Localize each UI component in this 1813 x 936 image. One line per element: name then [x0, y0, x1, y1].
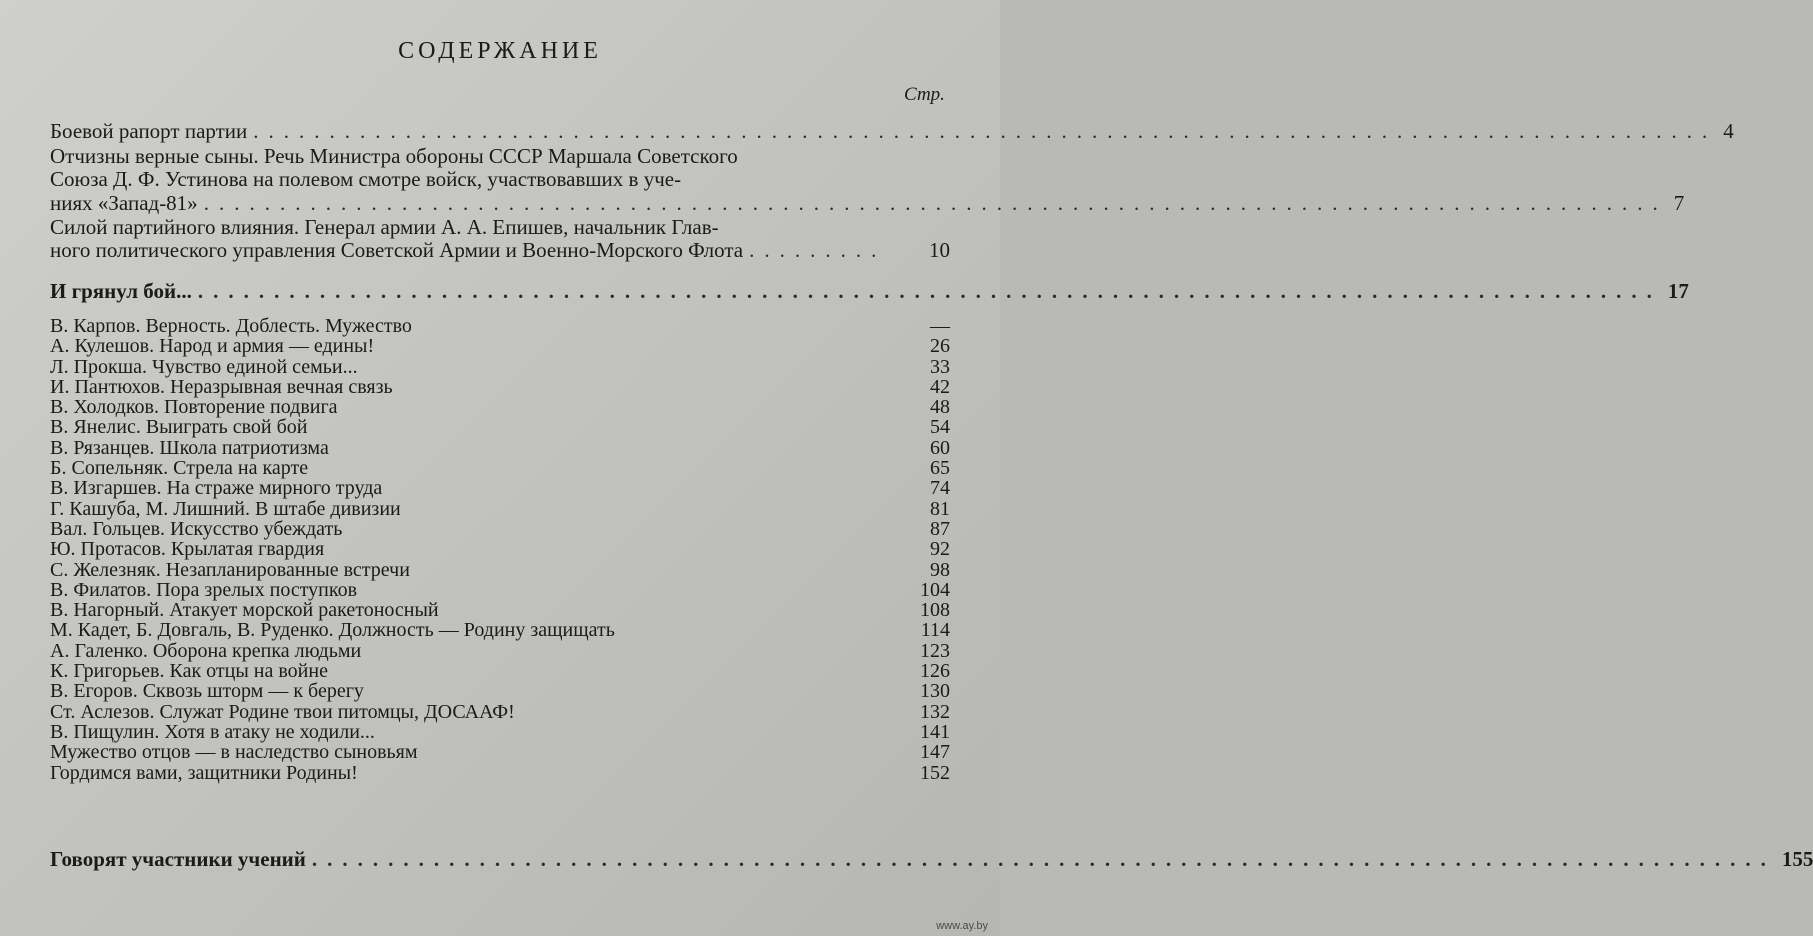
toc-page-number: 54 — [930, 416, 950, 439]
toc-section — [50, 279, 1689, 303]
leader-dots — [314, 458, 884, 478]
toc-page-number: 10 — [929, 238, 950, 263]
list-item — [50, 560, 950, 580]
toc-page-number: 65 — [930, 457, 950, 480]
toc-entry-text: Вал. Гольцев. Искусство убеждать — [50, 517, 343, 540]
toc-entry-text: В. Егоров. Сквозь шторм — к берегу — [50, 680, 364, 703]
leader-dots: ................................................................................................ — [253, 119, 1718, 143]
toc-page-number: 104 — [920, 578, 950, 601]
list-item — [50, 458, 950, 478]
list-item — [50, 438, 950, 458]
toc-page-number: 108 — [920, 599, 950, 622]
list-item — [50, 417, 950, 437]
toc-entry-text: В. Изгаршев. На страже мирного труда — [50, 477, 383, 500]
watermark: www.ay.by — [936, 920, 988, 932]
leader-dots — [330, 539, 884, 559]
leader-dots — [418, 316, 884, 336]
toc-entry-text: М. Кадет, Б. Довгаль, В. Руденко. Должность — Родину защищать — [50, 619, 615, 642]
leader-dots — [364, 763, 884, 783]
list-item — [50, 377, 950, 397]
toc-entry-text: В. Рязанцев. Школа патриотизма — [50, 436, 329, 459]
list-item — [50, 478, 950, 498]
toc-page-number: 152 — [920, 761, 950, 784]
leader-dots — [399, 377, 884, 397]
toc-entry — [50, 119, 1734, 143]
leader-dots: ................................................................................................ — [311, 847, 1776, 871]
list-item — [50, 722, 950, 742]
leader-dots — [370, 681, 884, 701]
toc-entry-text: Боевой рапорт партии — [50, 119, 248, 143]
toc-page-number: 130 — [920, 680, 950, 703]
leader-dots: ................................................................................................ — [197, 279, 1662, 303]
toc-entry-text: В. Карпов. Верность. Доблесть. Мужество — [50, 315, 412, 337]
leader-dots: ......... — [749, 238, 887, 263]
toc-entry-text: Силой партийного влияния. Генерал армии А. А. Епишев, начальник Глав- — [50, 215, 719, 239]
toc-page-number: 48 — [930, 396, 950, 419]
toc-page-number: 114 — [920, 619, 950, 642]
toc-entry-text: А. Галенко. Оборона крепка людьми — [50, 639, 362, 662]
toc-page-number: 26 — [930, 335, 950, 358]
leader-dots — [348, 519, 884, 539]
leader-dots — [424, 742, 884, 762]
toc-section-label: Говорят участники учений — [50, 847, 306, 871]
leader-dots — [388, 478, 884, 498]
toc-page-number: 74 — [930, 477, 950, 500]
toc-page-number: 81 — [930, 497, 950, 520]
toc-page-number: 17 — [1667, 279, 1689, 303]
toc-entry-text: Отчизны верные сыны. Речь Министра обороны СССР Маршала Советского — [50, 144, 738, 168]
toc-entry-text: В. Нагорный. Атакует морской ракетоносный — [50, 599, 439, 622]
leader-dots — [367, 641, 884, 661]
toc-entry-text: ниях «Запад-81» — [50, 190, 198, 215]
toc-page-number: 147 — [920, 741, 950, 764]
list-item — [50, 357, 950, 377]
toc-entry-text: В. Филатов. Пора зрелых поступков — [50, 578, 358, 601]
list-item — [50, 539, 950, 559]
leader-dots — [364, 357, 884, 377]
toc-entry-text: В. Пищулин. Хотя в атаку не ходили... — [50, 720, 375, 743]
leader-dots — [381, 722, 884, 742]
toc-entry-text: К. Григорьев. Как отцы на войне — [50, 660, 328, 683]
toc-page-number: 33 — [930, 355, 950, 378]
list-item — [50, 641, 950, 661]
list-item — [50, 316, 950, 336]
list-item — [50, 519, 950, 539]
leader-dots — [334, 661, 884, 681]
leader-dots — [621, 620, 884, 640]
toc-entry-text: Г. Кашуба, М. Лишний. В штабе дивизии — [50, 497, 401, 520]
toc-entry-text: С. Железняк. Незапланированные встречи — [50, 558, 410, 581]
toc-entry-text: Мужество отцов — в наследство сыновьям — [50, 741, 418, 764]
toc-page-number: 132 — [920, 700, 950, 723]
toc-section-label: И грянул бой... — [50, 279, 192, 303]
list-item — [50, 336, 950, 356]
toc-page-number: 123 — [920, 639, 950, 662]
toc-page-number: 42 — [930, 375, 950, 398]
leader-dots — [314, 417, 885, 437]
article-list — [50, 316, 950, 783]
list-item — [50, 580, 950, 600]
toc-page-number: 7 — [1673, 190, 1685, 215]
toc-page-number: 98 — [930, 558, 950, 581]
toc-entry-text: ного политического управления Советской Армии и Военно-Морского Флота — [50, 238, 744, 263]
leader-dots — [344, 397, 884, 417]
toc-page-number: — — [930, 315, 950, 337]
toc-page-number: 92 — [930, 538, 950, 561]
toc-page-number: 4 — [1723, 119, 1734, 143]
leader-dots — [445, 600, 884, 620]
toc-entry — [50, 144, 1685, 215]
toc-entry — [50, 216, 950, 263]
leader-dots: ................................................................................................ — [203, 190, 1668, 215]
toc-entry-text: В. Янелис. Выиграть свой бой — [50, 416, 308, 439]
list-item — [50, 600, 950, 620]
toc-page-number: 155 — [1781, 847, 1813, 871]
page-title: СОДЕРЖАНИЕ — [398, 38, 602, 64]
toc-page-number: 126 — [920, 660, 950, 683]
page-column-header: Стр. — [904, 84, 945, 105]
toc-entry-text: Б. Сопельняк. Стрела на карте — [50, 457, 309, 480]
list-item — [50, 681, 950, 701]
list-item — [50, 499, 950, 519]
list-item — [50, 397, 950, 417]
leader-dots — [335, 438, 884, 458]
leader-dots — [521, 702, 884, 722]
toc-entry-text: И. Пантюхов. Неразрывная вечная связь — [50, 375, 393, 398]
toc-page-number: 60 — [930, 436, 950, 459]
toc-page-number: 141 — [920, 720, 950, 743]
toc-section — [50, 847, 1813, 871]
toc-entry-text: А. Кулешов. Народ и армия — едины! — [50, 335, 375, 358]
toc-entry-text: В. Холодков. Повторение подвига — [50, 396, 338, 419]
toc-entry-text: Ст. Аслезов. Служат Родине твои питомцы, ДОСААФ! — [50, 700, 515, 723]
leader-dots — [407, 499, 884, 519]
toc-entry-text: Ю. Протасов. Крылатая гвардия — [50, 538, 325, 561]
toc-entry-text: Гордимся вами, защитники Родины! — [50, 761, 358, 784]
toc-entry-text: Л. Прокша. Чувство единой семьи... — [50, 355, 358, 378]
leader-dots — [416, 560, 884, 580]
leader-dots — [380, 336, 884, 356]
list-item — [50, 763, 950, 783]
toc-page-number: 87 — [930, 517, 950, 540]
leader-dots — [363, 580, 884, 600]
list-item — [50, 702, 950, 722]
list-item — [50, 661, 950, 681]
list-item — [50, 742, 950, 762]
list-item — [50, 620, 950, 640]
toc-entry-text: Союза Д. Ф. Устинова на полевом смотре войск, участвовавших в уче- — [50, 167, 682, 192]
